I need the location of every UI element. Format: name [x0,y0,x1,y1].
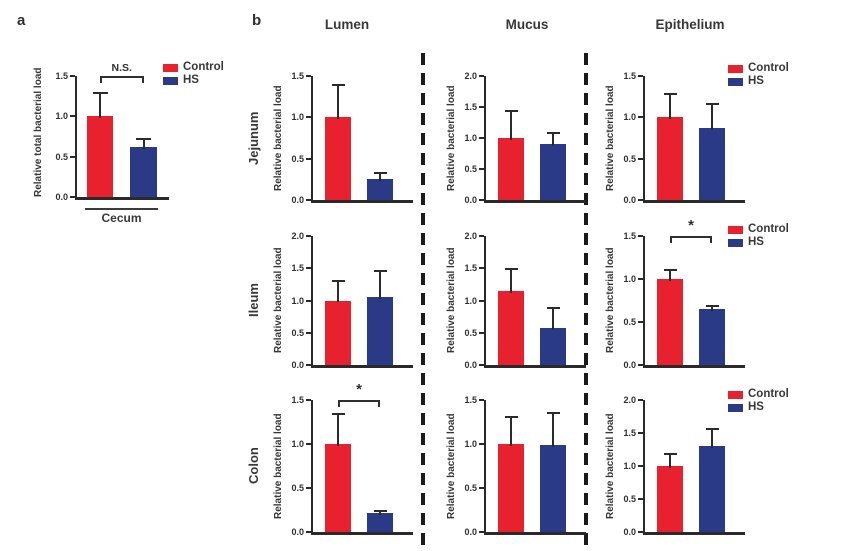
bar-control [498,444,524,532]
significance-bracket [338,400,380,407]
x-group-label: Cecum [101,211,142,225]
dashed-divider-mucus-epithelium [584,53,588,548]
dashed-divider-lumen-mucus [421,53,425,548]
y-tick-label: 1.0 [464,439,477,449]
error-bar-cap [664,453,677,455]
bar-hs [699,446,725,532]
bar-control [325,301,351,366]
y-tick-label: 1.0 [623,274,636,284]
error-bar-line [552,132,554,146]
y-tick-label: 1.0 [55,111,68,122]
y-tick-mark [479,168,484,170]
bar-control [498,138,524,200]
error-bar-cap [505,268,518,270]
error-bar-cap [374,270,387,272]
error-bar-line [337,84,339,119]
chart-colon-mucus [446,395,574,537]
y-tick-mark [479,364,484,366]
y-axis [311,76,313,201]
column-header-lumen: Lumen [324,17,370,32]
x-axis [75,197,169,200]
control-color-swatch [728,391,743,399]
error-bar-line [711,428,713,448]
y-tick-label: 0.5 [623,317,636,327]
y-axis-label: Relative bacterial load [605,85,616,191]
bar-hs [130,147,157,197]
legend-label-hs: HS [748,236,764,248]
y-tick-mark [479,443,484,445]
y-tick-label: 1.0 [623,461,636,471]
error-bar-cap [706,305,719,307]
y-tick-label: 0.5 [464,483,477,493]
y-tick-mark [306,116,311,118]
y-tick-mark [306,75,311,77]
error-bar-line [510,268,512,293]
error-bar-cap [136,138,151,140]
y-tick-label: 2.0 [623,395,636,405]
y-tick-mark [479,106,484,108]
legend-item-hs [728,76,789,87]
significance-bracket [100,76,144,83]
legend-label-control: Control [748,62,789,74]
bar-hs [540,144,566,200]
y-axis-label: Relative bacterial load [273,85,284,191]
y-tick-mark [479,267,484,269]
x-axis [484,200,586,203]
error-bar-line [669,93,671,120]
error-bar-cap [664,93,677,95]
error-bar-cap [505,110,518,112]
error-bar-cap [664,269,677,271]
hs-color-swatch [163,77,178,85]
error-bar-cap [706,103,719,105]
legend-panel-a [163,62,224,86]
chart-ileum-lumen [273,231,401,370]
y-tick-mark [638,364,643,366]
chart-jejunum-lumen [273,71,401,205]
y-tick-mark [479,399,484,401]
y-tick-label: 0.0 [291,527,304,537]
y-tick-mark [479,235,484,237]
y-tick-mark [638,531,643,533]
y-tick-label: 1.0 [464,133,477,143]
significance-label: * [356,381,362,398]
y-axis [484,236,486,366]
y-tick-label: 0.0 [464,527,477,537]
y-tick-mark [638,399,643,401]
y-tick-label: 0.5 [291,153,304,164]
bar-hs [699,309,725,365]
column-header-mucus: Mucus [505,17,549,32]
bar-control [87,116,113,197]
y-tick-label: 0.5 [464,164,477,174]
y-tick-label: 1.0 [291,295,304,306]
y-tick-mark [70,196,75,198]
y-tick-mark [306,531,311,533]
y-tick-mark [638,465,643,467]
y-tick-label: 1.5 [291,395,304,405]
y-tick-label: 1.5 [623,71,636,81]
y-tick-mark [479,75,484,77]
y-axis-label: Relative bacterial load [446,413,457,519]
y-tick-mark [306,158,311,160]
legend-colon-epithelium [728,389,789,413]
y-tick-label: 1.0 [623,112,636,123]
error-bar-cap [547,412,560,414]
y-tick-mark [479,199,484,201]
significance-label: * [688,217,694,234]
legend-label-control: Control [748,223,789,235]
y-tick-label: 1.5 [55,71,68,81]
column-header-epithelium: Epithelium [655,17,725,32]
y-tick-mark [479,137,484,139]
y-tick-label: 0.5 [291,327,304,338]
y-tick-mark [638,75,643,77]
legend-jejunum-epithelium [728,63,789,87]
y-tick-label: 0.5 [623,153,636,164]
error-bar-line [99,92,101,118]
legend-item-control [728,63,789,74]
y-tick-label: 1.5 [464,395,477,405]
error-bar-line [552,412,554,447]
y-tick-mark [306,364,311,366]
y-tick-label: 1.5 [464,102,477,112]
chart-colon-lumen [273,381,401,537]
legend-item-control [728,389,789,400]
y-tick-label: 1.0 [291,112,304,123]
y-tick-mark [70,115,75,117]
y-tick-mark [70,75,75,77]
y-axis-label: Relative total bacterial load [33,67,44,197]
y-tick-mark [479,300,484,302]
y-axis-label: Relative bacterial load [273,247,284,354]
bar-hs [367,513,393,532]
y-tick-mark [306,332,311,334]
y-tick-label: 0.5 [291,483,304,493]
y-axis [643,76,645,201]
bar-control [657,279,683,365]
y-axis [75,76,77,198]
error-bar-cap [374,172,387,174]
bar-hs [367,179,393,200]
error-bar-line [669,453,671,468]
y-tick-label: 0.0 [623,195,636,205]
y-tick-label: 0.0 [464,360,477,370]
y-tick-mark [638,158,643,160]
legend-item-hs [728,237,789,248]
error-bar-cap [332,280,345,282]
y-tick-label: 0.0 [55,192,68,202]
bar-control [325,444,351,532]
error-bar-line [510,416,512,446]
hs-color-swatch [728,404,743,412]
y-tick-label: 1.5 [464,263,477,274]
chart-colon-epithelium [605,395,733,537]
hs-color-swatch [728,239,743,247]
x-axis [311,200,413,203]
bar-control [325,117,351,200]
error-bar-cap [93,92,108,94]
y-tick-label: 1.0 [291,439,304,449]
y-axis-label: Relative bacterial load [446,247,457,354]
x-axis [484,532,586,535]
error-bar-cap [706,428,719,430]
error-bar-line [379,270,381,298]
y-axis [311,400,313,533]
legend-label-hs: HS [748,401,764,413]
y-axis [311,236,313,366]
y-tick-mark [638,116,643,118]
y-tick-label: 1.5 [291,71,304,81]
y-tick-label: 0.5 [55,151,68,162]
y-tick-label: 0.0 [623,360,636,370]
error-bar-line [552,307,554,330]
chart-jejunum-epithelium [605,71,733,205]
y-axis-label: Relative bacterial load [446,85,457,191]
y-tick-label: 1.5 [291,263,304,274]
y-tick-label: 1.0 [464,295,477,306]
x-axis [311,532,413,535]
y-tick-mark [70,156,75,158]
x-axis [643,200,745,203]
y-tick-label: 1.5 [623,428,636,438]
y-tick-mark [306,267,311,269]
chart-cecum [33,62,165,225]
y-tick-mark [638,498,643,500]
y-tick-mark [306,399,311,401]
row-header-ileum: Ileum [246,283,261,318]
legend-item-control [163,62,224,73]
control-color-swatch [728,65,743,73]
error-bar-cap [547,132,560,134]
chart-ileum-mucus [446,231,574,370]
hs-color-swatch [728,78,743,86]
control-color-swatch [728,226,743,234]
y-tick-mark [638,432,643,434]
bar-hs [540,445,566,532]
y-axis-label: Relative bacterial load [273,413,284,519]
y-tick-label: 0.0 [464,195,477,205]
legend-item-hs [728,402,789,413]
y-axis [643,236,645,366]
x-axis [484,365,586,368]
bar-hs [699,128,725,200]
legend-item-hs [163,75,224,86]
y-tick-mark [306,300,311,302]
y-tick-label: 0.0 [291,360,304,370]
error-bar-cap [374,510,387,512]
y-tick-mark [479,332,484,334]
control-color-swatch [163,64,178,72]
y-tick-mark [638,278,643,280]
y-tick-mark [638,235,643,237]
y-tick-label: 0.5 [623,494,636,504]
y-axis-label: Relative bacterial load [605,247,616,354]
error-bar-cap [332,84,345,86]
error-bar-cap [505,416,518,418]
x-axis [643,365,745,368]
chart-jejunum-mucus [446,71,574,205]
y-tick-label: 0.5 [464,327,477,338]
y-tick-label: 2.0 [464,71,477,81]
legend-label-hs: HS [748,75,764,87]
significance-label: N.S. [111,62,132,74]
error-bar-line [711,103,713,130]
y-tick-mark [638,199,643,201]
x-group-overline [85,208,158,210]
y-tick-mark [479,531,484,533]
y-tick-label: 2.0 [464,231,477,241]
chart-ileum-epithelium [605,217,733,370]
legend-item-control [728,224,789,235]
significance-bracket [670,236,712,243]
y-tick-label: 0.0 [291,195,304,205]
y-axis [643,400,645,533]
y-tick-label: 1.5 [623,231,636,241]
error-bar-line [337,413,339,446]
panel-a-label: a [17,12,26,29]
x-axis [643,532,745,535]
y-axis-label: Relative bacterial load [605,413,616,519]
y-tick-mark [479,487,484,489]
y-tick-mark [306,199,311,201]
y-axis [484,76,486,201]
legend-ileum-epithelium [728,224,789,248]
error-bar-line [337,280,339,303]
bar-control [657,466,683,532]
error-bar-cap [547,307,560,309]
bar-control [498,291,524,365]
y-tick-label: 2.0 [291,231,304,241]
y-tick-mark [306,487,311,489]
bar-hs [367,297,393,365]
error-bar-line [510,110,512,140]
legend-label-control: Control [748,388,789,400]
bar-control [657,117,683,200]
panel-b-label: b [252,12,262,29]
y-axis [484,400,486,533]
y-tick-mark [638,321,643,323]
x-axis [311,365,413,368]
legend-label-control: Control [183,61,224,73]
row-header-jejunum: Jejunum [246,111,261,165]
y-tick-mark [306,443,311,445]
bar-hs [540,328,566,365]
row-header-colon: Colon [246,447,261,485]
legend-label-hs: HS [183,74,199,86]
y-tick-mark [306,235,311,237]
y-tick-label: 0.0 [623,527,636,537]
error-bar-cap [332,413,345,415]
